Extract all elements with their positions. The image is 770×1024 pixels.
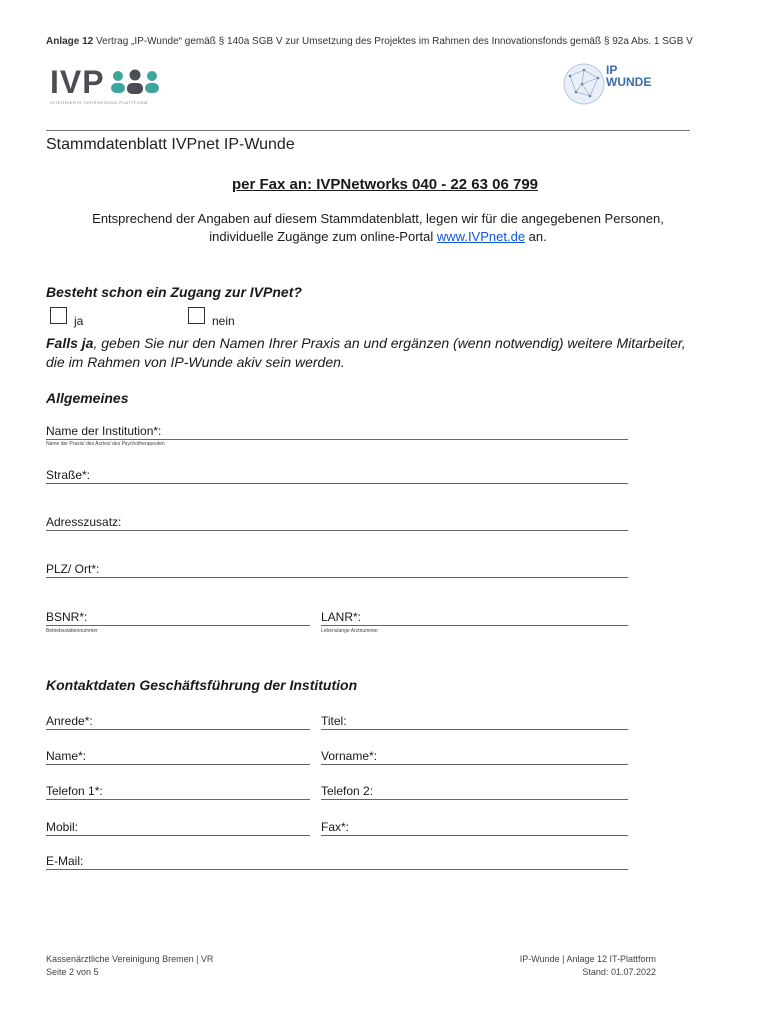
document-title: Stammdatenblatt IVPnet IP-Wunde [46,136,295,153]
footer-left [46,953,213,979]
name-field[interactable]: Name*: [46,749,310,765]
footer-left-line-1: Kassenärztliche Vereinigung Bremen | VR [46,954,214,964]
intro-line-2-text: individuelle Zugänge zum online-Portal [209,229,437,244]
ivpnet-link[interactable]: www.IVPnet.de [436,229,526,244]
falls-ja-bold: Falls ja [46,335,94,351]
fax-instruction: per Fax an: IVPNetworks 040 - 22 63 06 799 [232,176,538,193]
lanr-field[interactable]: LANR*: [321,610,628,626]
institution-hint: Name der Praxis/ des Arztes/ des Psychotherapeuten [46,441,165,447]
intro-line-1: Entsprechend der Angaben auf diesem Stammdatenblatt, legen wir für die angegebenen Personen, [92,211,664,226]
logo-text-wunde: WUNDE [606,75,652,89]
section-title-contact: Kontaktdaten Geschäftsführung der Institution [46,677,358,693]
falls-ja-instruction [46,334,686,372]
globe-network-icon [562,62,606,106]
institution-field[interactable]: Name der Institution*: [46,424,628,440]
people-icon [110,68,160,96]
header-prefix: Anlage 12 [46,36,94,47]
footer-date: Stand: 01.07.2022 [582,967,656,977]
address-extra-field[interactable]: Adresszusatz: [46,515,628,531]
footer-right [520,953,656,979]
salutation-field[interactable]: Anrede*: [46,714,310,730]
checkbox-nein-label: nein [212,314,235,328]
intro-paragraph [46,210,710,246]
email-field[interactable]: E-Mail: [46,854,628,870]
ivp-logo [50,66,160,106]
document-header [46,36,693,47]
mobile-field[interactable]: Mobil: [46,820,310,836]
bsnr-field[interactable]: BSNR*: [46,610,310,626]
lanr-hint: Lebenslange Arztnummer [321,628,378,634]
intro-line-2 [46,228,710,246]
checkbox-ja[interactable] [50,307,67,324]
ip-wunde-logo-text [606,64,651,88]
footer-page-number: Seite 2 von 5 [46,967,99,977]
first-name-field[interactable]: Vorname*: [321,749,628,765]
bsnr-hint: Betriebsstättennummer [46,628,98,634]
ivp-logo-text: IVP [50,64,105,100]
checkbox-nein[interactable] [188,307,205,324]
ivp-logo-subtitle: INTEGRIERTE VERSORGUNG PLATTFORM [50,100,148,105]
phone1-field[interactable]: Telefon 1*: [46,784,310,800]
header-text: Vertrag „IP-Wunde“ gemäß § 140a SGB V zur Umsetzung des Projektes im Rahmen des Innovationsfonds gemäß § 92a Abs. 1 SGB V [93,36,693,47]
intro-line-2-end: an. [525,229,547,244]
ip-wunde-logo [560,60,670,108]
checkbox-ja-label: ja [74,314,84,328]
fax-field[interactable]: Fax*: [321,820,628,836]
phone2-field[interactable]: Telefon 2: [321,784,628,800]
academic-title-field[interactable]: Titel: [321,714,628,730]
footer-right-line-1: IP-Wunde | Anlage 12 IT-Plattform [519,954,656,964]
zip-city-field[interactable]: PLZ/ Ort*: [46,562,628,578]
section-title-general: Allgemeines [46,390,129,406]
header-divider [46,130,690,131]
street-field[interactable]: Straße*: [46,468,628,484]
falls-ja-text: , geben Sie nur den Namen Ihrer Praxis an und ergänzen (wenn notwendig) weitere Mitarbeiter, die im Rahmen von IP-Wunde akiv sein werden. [46,335,686,370]
logo-text-ip: IP [606,63,618,77]
access-question: Besteht schon ein Zugang zur IVPnet? [46,284,302,300]
